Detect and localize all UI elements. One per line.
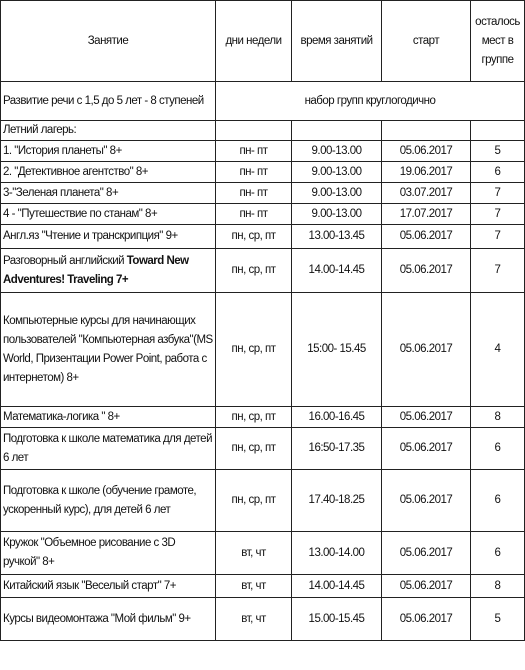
time-cell: 9.00-13.00 xyxy=(292,141,382,162)
places-cell: 5 xyxy=(471,598,525,641)
course-cell: Кружок "Объемное рисование с 3D ручкой" 8+ xyxy=(1,532,216,575)
start-cell: 03.07.2017 xyxy=(382,183,471,204)
places-cell: 8 xyxy=(471,407,525,428)
header-time: время занятий xyxy=(292,1,382,82)
days-cell: пн, ср, пт xyxy=(216,293,292,407)
places-cell: 6 xyxy=(471,428,525,470)
places-cell xyxy=(471,121,525,141)
table-row xyxy=(1,249,525,293)
time-cell: 13.00-13.45 xyxy=(292,225,382,249)
course-cell xyxy=(1,249,216,293)
course-text: Разговорный английский xyxy=(3,254,127,267)
table-row xyxy=(1,598,525,641)
start-cell: 05.06.2017 xyxy=(382,225,471,249)
table-row xyxy=(1,141,525,162)
table-row xyxy=(1,225,525,249)
time-cell xyxy=(292,121,382,141)
start-cell: 05.06.2017 xyxy=(382,293,471,407)
course-cell: 3-"Зеленая планета" 8+ xyxy=(1,183,216,204)
days-cell: пн- пт xyxy=(216,183,292,204)
course-cell: Подготовка к школе (обучение грамоте, ускоренный курс), для детей 6 лет xyxy=(1,470,216,532)
start-cell: 05.06.2017 xyxy=(382,598,471,641)
days-cell: вт, чт xyxy=(216,575,292,598)
header-days: дни недели xyxy=(216,1,292,82)
start-cell: 17.07.2017 xyxy=(382,204,471,225)
time-cell: 9.00-13.00 xyxy=(292,204,382,225)
days-cell xyxy=(216,121,292,141)
places-cell: 4 xyxy=(471,293,525,407)
header-course: Занятие xyxy=(1,1,216,82)
table-row xyxy=(1,293,525,407)
days-cell: пн- пт xyxy=(216,162,292,183)
days-cell: пн, ср, пт xyxy=(216,428,292,470)
course-cell: Подготовка к школе математика для детей 6 лет xyxy=(1,428,216,470)
course-cell: 1. "История планеты" 8+ xyxy=(1,141,216,162)
days-cell: вт, чт xyxy=(216,598,292,641)
places-cell: 7 xyxy=(471,204,525,225)
start-cell: 05.06.2017 xyxy=(382,470,471,532)
header-start: старт xyxy=(382,1,471,82)
table-row xyxy=(1,82,525,121)
places-cell: 6 xyxy=(471,162,525,183)
course-cell: Англ.яз "Чтение и транскрипция" 9+ xyxy=(1,225,216,249)
course-cell: Летний лагерь: xyxy=(1,121,216,141)
table-row xyxy=(1,121,525,141)
time-cell: 14.00-14.45 xyxy=(292,575,382,598)
course-cell: Курсы видеомонтажа "Мой фильм" 9+ xyxy=(1,598,216,641)
course-cell: Китайский язык "Веселый старт" 7+ xyxy=(1,575,216,598)
course-cell: Компьютерные курсы для начинающих пользователей "Компьютерная азбука"(MS World, Призентации Power Point, работа с интернетом) 8+ xyxy=(1,293,216,407)
places-cell: 6 xyxy=(471,532,525,575)
time-cell: 9.00-13.00 xyxy=(292,162,382,183)
table-row xyxy=(1,162,525,183)
time-cell: 17.40-18.25 xyxy=(292,470,382,532)
course-cell: Развитие речи с 1,5 до 5 лет - 8 ступеней xyxy=(1,82,216,121)
table-row xyxy=(1,428,525,470)
merged-note-cell: набор групп круглогодично xyxy=(216,82,525,121)
days-cell: пн, ср, пт xyxy=(216,407,292,428)
start-cell: 05.06.2017 xyxy=(382,407,471,428)
days-cell: пн, ср, пт xyxy=(216,470,292,532)
places-cell: 7 xyxy=(471,249,525,293)
days-cell: пн, ср, пт xyxy=(216,225,292,249)
course-cell: 2. "Детективное агентство" 8+ xyxy=(1,162,216,183)
days-cell: пн, ср, пт xyxy=(216,249,292,293)
start-cell: 05.06.2017 xyxy=(382,532,471,575)
course-cell: 4 - "Путешествие по станам" 8+ xyxy=(1,204,216,225)
days-cell: вт, чт xyxy=(216,532,292,575)
time-cell: 9.00-13.00 xyxy=(292,183,382,204)
days-cell: пн- пт xyxy=(216,141,292,162)
days-cell: пн- пт xyxy=(216,204,292,225)
start-cell xyxy=(382,121,471,141)
start-cell: 05.06.2017 xyxy=(382,249,471,293)
course-title-bold: Toward New Adventures! Traveling 7+ xyxy=(3,254,189,286)
start-cell: 19.06.2017 xyxy=(382,162,471,183)
table-row xyxy=(1,470,525,532)
start-cell: 05.06.2017 xyxy=(382,141,471,162)
table-row xyxy=(1,407,525,428)
time-cell: 13.00-14.00 xyxy=(292,532,382,575)
table-row xyxy=(1,204,525,225)
places-cell: 8 xyxy=(471,575,525,598)
time-cell: 16.00-16.45 xyxy=(292,407,382,428)
places-cell: 7 xyxy=(471,225,525,249)
places-cell: 5 xyxy=(471,141,525,162)
header-places: осталось мест в группе xyxy=(471,1,525,82)
start-cell: 05.06.2017 xyxy=(382,575,471,598)
start-cell: 05.06.2017 xyxy=(382,428,471,470)
places-cell: 6 xyxy=(471,470,525,532)
table-row xyxy=(1,575,525,598)
header-row xyxy=(1,1,525,82)
course-cell: Математика-логика " 8+ xyxy=(1,407,216,428)
table-row xyxy=(1,183,525,204)
time-cell: 15:00- 15.45 xyxy=(292,293,382,407)
table-row xyxy=(1,532,525,575)
time-cell: 14.00-14.45 xyxy=(292,249,382,293)
places-cell: 7 xyxy=(471,183,525,204)
time-cell: 16:50-17.35 xyxy=(292,428,382,470)
time-cell: 15.00-15.45 xyxy=(292,598,382,641)
